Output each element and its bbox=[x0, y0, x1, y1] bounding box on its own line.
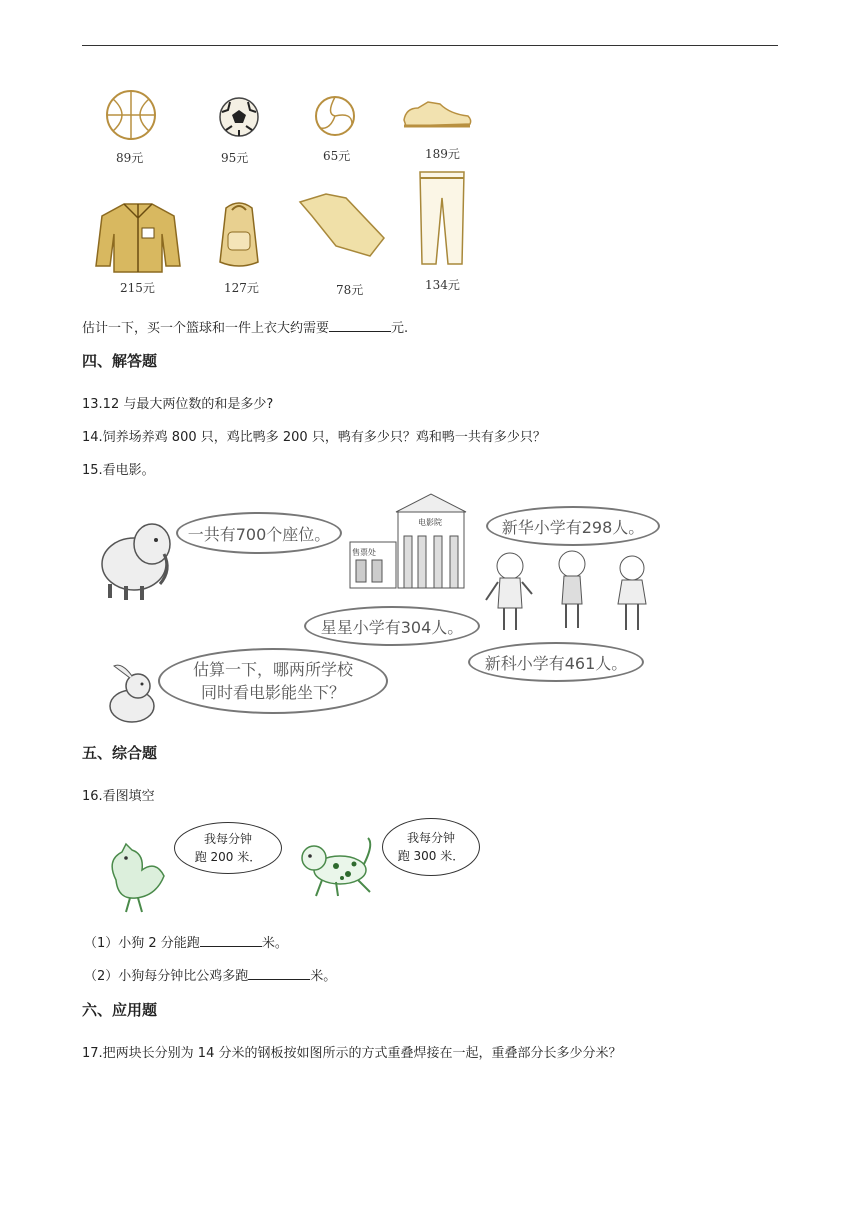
elephant-image bbox=[96, 514, 176, 602]
answer-blank[interactable] bbox=[248, 967, 310, 980]
rabbit-image bbox=[102, 662, 160, 724]
answer-blank[interactable] bbox=[200, 934, 262, 947]
price-sneaker: 189元 bbox=[425, 147, 460, 161]
question-14: 14.饲养场养鸡 800 只，鸡比鸭多 200 只，鸭有多少只？鸡和鸭一共有多少只？ bbox=[82, 430, 546, 445]
cinema-building bbox=[348, 492, 468, 590]
xinke-speech-bubble: 新科小学有461人。 bbox=[468, 642, 644, 682]
xingxing-speech-bubble: 星星小学有304人。 bbox=[304, 606, 480, 646]
price-jacket: 215元 bbox=[120, 281, 155, 295]
backpack-image bbox=[212, 196, 266, 272]
price-soccer-ball: 95元 bbox=[221, 151, 249, 165]
section-heading: 六、应用题 bbox=[82, 1001, 158, 1019]
question-17: 17.把两块长分别为 14 分米的钢板按如图所示的方式重叠焊接在一起，重叠部分长多少分米？ bbox=[82, 1046, 622, 1061]
question-12: 估计一下，买一个篮球和一件上衣大约需要 元. bbox=[82, 321, 409, 336]
question-16-1: （1）小狗 2 分能跑 米。 bbox=[84, 936, 288, 951]
elephant-speech-bubble: 一共有700个座位。 bbox=[176, 512, 342, 554]
section-heading: 五、综合题 bbox=[82, 744, 158, 762]
question-16: 16.看图填空 bbox=[82, 789, 155, 804]
answer-blank[interactable] bbox=[329, 319, 391, 332]
shirt-image bbox=[296, 192, 388, 260]
pants-image bbox=[416, 168, 468, 270]
price-backpack: 127元 bbox=[224, 281, 259, 295]
children-image bbox=[482, 548, 662, 634]
sneaker-image bbox=[400, 96, 474, 132]
dog-speech-bubble: 我每分钟 跑 300 米． bbox=[382, 818, 480, 876]
basketball-image bbox=[104, 88, 158, 142]
price-basketball: 89元 bbox=[116, 151, 144, 165]
question-13: 13.12 与最大两位数的和是多少? bbox=[82, 397, 274, 412]
jacket-image bbox=[94, 200, 182, 274]
dog-image bbox=[296, 834, 378, 900]
price-pants: 134元 bbox=[425, 278, 460, 292]
xinhua-speech-bubble: 新华小学有298人。 bbox=[486, 506, 660, 546]
volleyball-image bbox=[314, 94, 356, 138]
rooster-image bbox=[96, 840, 168, 914]
ticket-sign: 售票处 bbox=[352, 548, 376, 557]
cinema-sign: 电影院 bbox=[418, 518, 442, 527]
question-16-2: （2）小狗每分钟比公鸡多跑 米。 bbox=[84, 969, 337, 984]
rooster-speech-bubble: 我每分钟 跑 200 米． bbox=[174, 822, 282, 874]
soccer-ball-image bbox=[218, 96, 260, 138]
header-rule bbox=[82, 45, 778, 46]
price-volleyball: 65元 bbox=[323, 149, 351, 163]
section-heading: 四、解答题 bbox=[82, 352, 158, 370]
price-shirt: 78元 bbox=[336, 283, 364, 297]
rabbit-speech-bubble: 估算一下，哪两所学校 同时看电影能坐下？ bbox=[158, 648, 388, 714]
question-15: 15.看电影。 bbox=[82, 463, 155, 478]
